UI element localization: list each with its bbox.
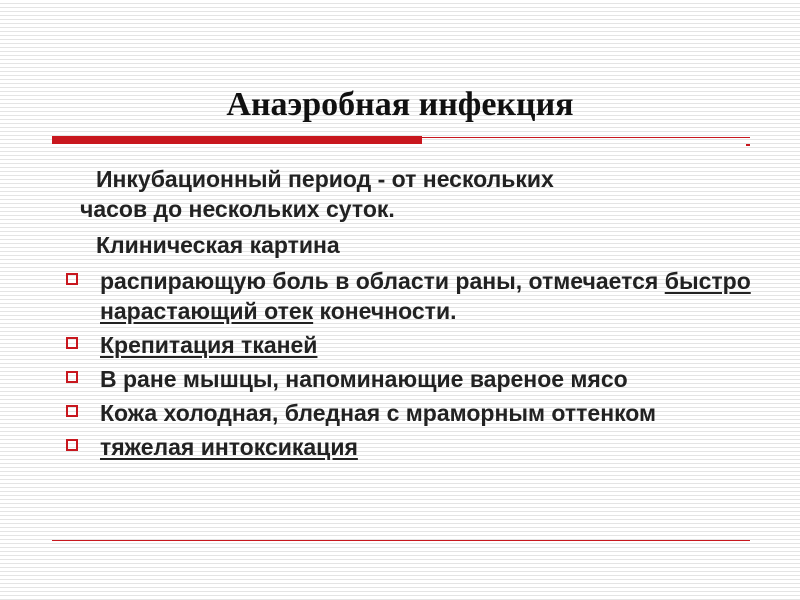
bullet-2-text: Крепитация тканей [100,332,318,358]
title-underline-tick [746,144,750,146]
hollow-square-icon [66,273,78,285]
incubation-paragraph [60,164,760,224]
bullet-1-part-3: конечности. [313,298,457,324]
title-underline-thin [52,137,750,138]
clinical-heading-wrap [60,230,760,260]
list-item [60,432,760,462]
list-item [60,266,760,326]
hollow-square-icon [66,371,78,383]
hollow-square-icon [66,405,78,417]
slide-title: Анаэробная инфекция [226,86,574,123]
incubation-line-1: Инкубационный период - от нескольких [96,166,554,192]
clinical-heading: Клиническая картина [96,232,340,258]
bullet-3-text: В ране мышцы, напоминающие вареное мясо [100,366,628,392]
hollow-square-icon [66,439,78,451]
incubation-line-2: часов до нескольких суток. [80,196,395,222]
list-item [60,398,760,428]
bullet-1-underlined: быстро нарастающий отек [100,268,751,324]
hollow-square-icon [66,337,78,349]
list-item [60,330,760,360]
slide-body [60,164,760,466]
bullet-4-text: Кожа холодная, бледная с мраморным оттенком [100,400,657,426]
bullet-5-text: тяжелая интоксикация [100,434,358,460]
bottom-divider [52,540,750,541]
bullet-1-part-1: распирающую боль в области раны, отмечается [100,268,665,294]
list-item [60,364,760,394]
